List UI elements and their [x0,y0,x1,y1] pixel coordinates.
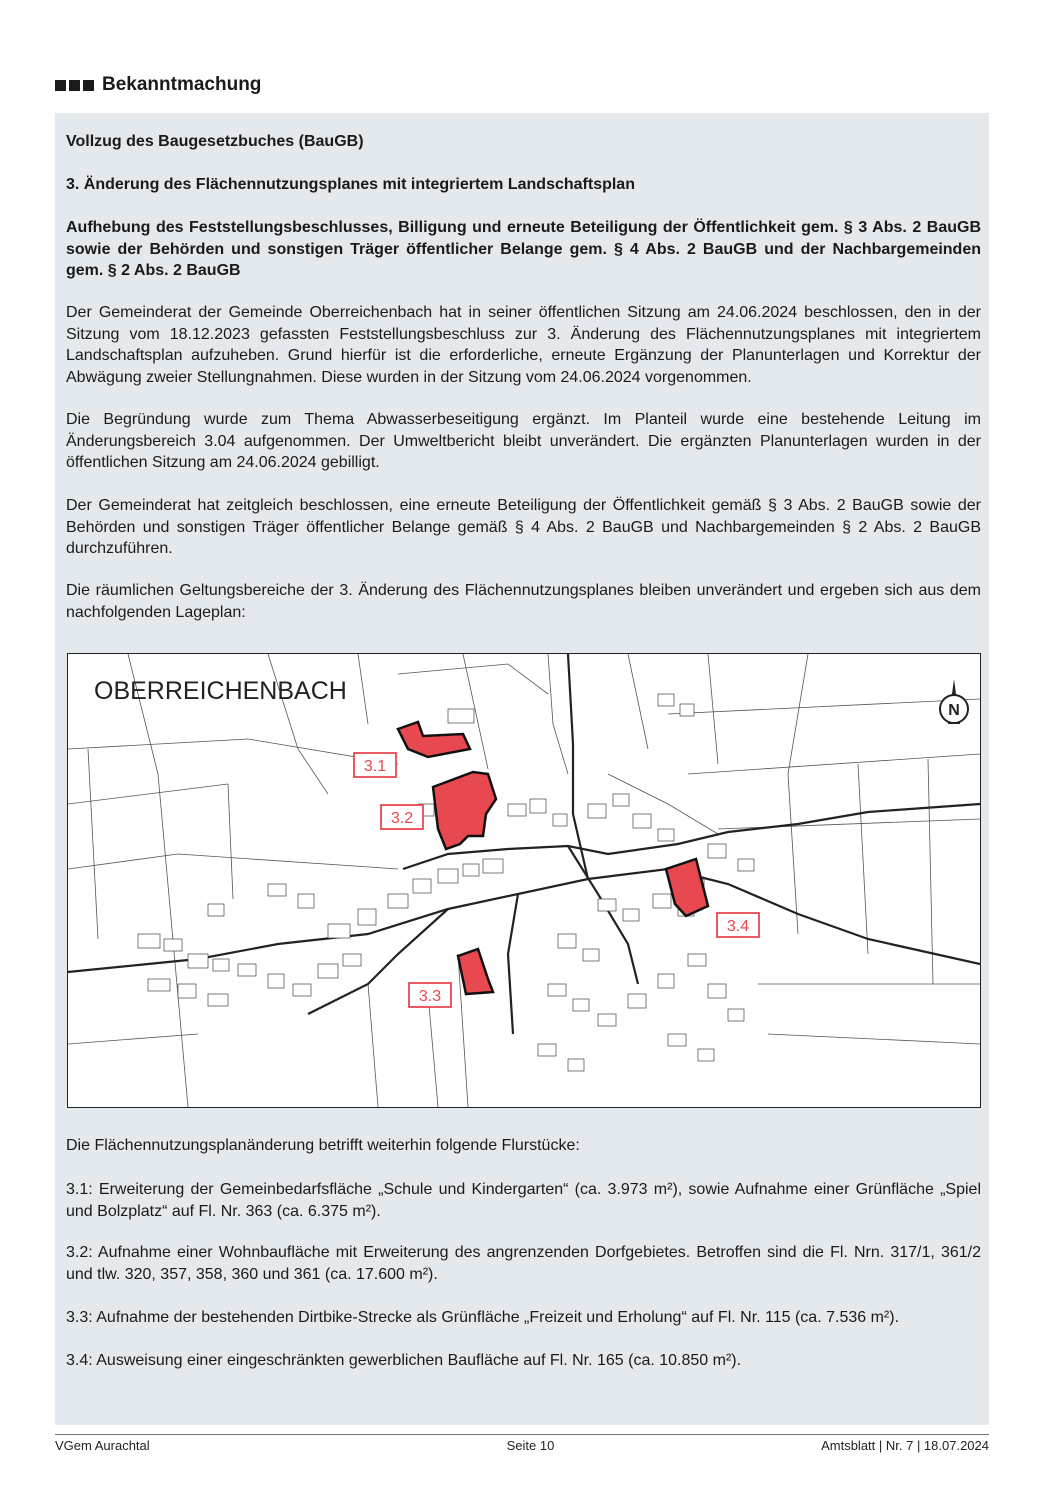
change-area-3-3 [458,949,493,994]
label-3-4: 3.4 [726,918,750,935]
header-squares-icon [55,80,94,91]
parcel-item-3-1: 3.1: Erweiterung der Gemeinbedarfsfläche „Schule und Kindergarten“ (ca. 3.973 m²), sowie Aufnahme einer Grünfläche „Spiel und Bolzplatz“ auf Fl. Nr. 363 (ca. 6.375 m²). [66,1181,981,1220]
change-areas [398,722,708,994]
site-plan-svg [68,654,980,1107]
notice-paragraph-2: Die Begründung wurde zum Thema Abwasserbeseitigung ergänzt. Im Planteil wurde eine bestehende Leitung im Änderungsbereich 3.04 aufgenommen. Der Umweltbericht bleibt unverändert. Die ergänzten Planunterlagen wurden in der öffentlichen Sitzung am 24.06.2024 gebilligt. [66,411,981,471]
notice-paragraph-1: Der Gemeinderat der Gemeinde Oberreichenbach hat in seiner öffentlichen Sitzung am 24.06.2024 beschlossen, den in der Sitzung vom 18.12.2023 gefassten Feststellungsbeschluss zur 3. Änderung des Flächennutzungsplanes mit integriertem Landschaftsplan aufzuheben. Grund hierfür ist die erforderliche, erneute Ergänzung der Planunterlagen und Korrektur der Abwägung zweier Stellungnahmen. Diese wurden in der Sitzung vom 24.06.2024 vorgenommen. [66,304,981,386]
site-plan-map [67,653,981,1108]
main-roads [68,654,980,1034]
change-area-3-4 [666,859,708,916]
notice-heading-1: Vollzug des Baugesetzbuches (BauGB) [66,133,364,150]
parcel-item-3-4: 3.4: Ausweisung einer eingeschränkten gewerblichen Baufläche auf Fl. Nr. 165 (ca. 10.850 m²). [66,1352,742,1369]
section-header [55,72,261,98]
change-area-3-2 [433,772,496,849]
parcel-item-3-3: 3.3: Aufnahme der bestehenden Dirtbike-Strecke als Grünfläche „Freizeit und Erholung“ auf Fl. Nr. 115 (ca. 7.536 m²). [66,1309,900,1326]
parcel-item-3-2: 3.2: Aufnahme einer Wohnbaufläche mit Erweiterung des angrenzenden Dorfgebietes. Betroffen sind die Fl. Nrn. 317/1, 361/2 und tlw. 320, 357, 358, 360 und 361 (ca. 17.600 m²). [66,1244,981,1283]
label-3-3: 3.3 [418,988,442,1005]
label-3-1: 3.1 [363,758,387,775]
notice-box [55,113,989,1425]
footer-divider [55,1434,989,1435]
map-title: OBERREICHENBACH [94,677,347,705]
notice-paragraph-5: Die Flächennutzungsplanänderung betrifft weiterhin folgende Flurstücke: [66,1137,580,1154]
field-boundaries [68,654,980,1107]
notice-paragraph-3: Der Gemeinderat hat zeitgleich beschlossen, eine erneute Beteiligung der Öffentlichkeit gemäß § 3 Abs. 2 BauGB sowie der Behörden und sonstigen Träger öffentlicher Belange gemäß § 4 Abs. 2 BauGB und Nachbargemeinden § 2 Abs. 2 BauGB durchzuführen. [66,497,981,557]
footer-publisher: VGem Aurachtal [55,1438,150,1453]
notice-paragraph-4: Die räumlichen Geltungsbereiche der 3. Änderung des Flächennutzungsplanes bleiben unverändert und ergeben sich aus dem nachfolgenden Lageplan: [66,582,981,621]
notice-heading-2: 3. Änderung des Flächennutzungsplanes mit integriertem Landschaftsplan [66,176,635,193]
footer-page-number: Seite 10 [506,1438,555,1453]
footer-issue: Amtsblatt | Nr. 7 | 18.07.2024 [821,1438,989,1453]
notice-heading-3: Aufhebung des Feststellungsbeschlusses, Billigung und erneute Beteiligung der Öffentlichkeit gem. § 3 Abs. 2 BauGB sowie der Behörden und sonstigen Träger öffentlicher Belange gem. § 4 Abs. 2 BauGB und der Nachbargemeinden gem. § 2 Abs. 2 BauGB [66,219,981,279]
change-area-3-1 [398,722,470,757]
section-title: Bekanntmachung [102,74,262,95]
north-label: N [948,702,960,719]
north-arrow-icon [940,679,968,724]
label-3-2: 3.2 [390,810,414,827]
